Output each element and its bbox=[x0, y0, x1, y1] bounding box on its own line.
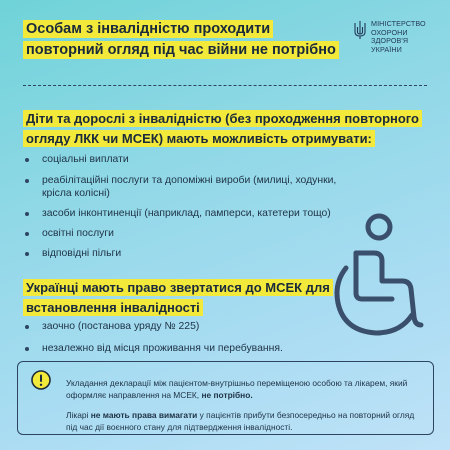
benefits-list bbox=[23, 153, 353, 267]
list-item: заочно (постанова уряду № 225) bbox=[23, 320, 353, 333]
list-item: відповідні пільги bbox=[23, 247, 353, 260]
rights-list bbox=[23, 320, 353, 364]
note-bold: не мають права вимагати bbox=[90, 410, 198, 421]
warning-icon bbox=[31, 370, 51, 390]
note-text: у пацієнтів прибути безпосередньо на повторний огляд під час дії воєнного стану для підтвердження інвалідності. bbox=[66, 410, 415, 432]
section1-heading-text: Діти та дорослі з інвалідністю (без проходження повторного огляду ЛКК чи МСЕК) мають можливість отримувати: bbox=[23, 110, 422, 147]
note-text: Укладання декларації між пацієнтом-внутрішньо переміщеною особою та лікарем, який оформляє направлення на МСЕК, bbox=[66, 378, 408, 400]
section2-heading bbox=[23, 278, 353, 318]
ministry-line: МІНІСТЕРСТВО bbox=[371, 19, 426, 28]
dashed-divider bbox=[23, 85, 427, 86]
note-bold: не потрібно. bbox=[201, 389, 253, 400]
section1-heading bbox=[23, 109, 423, 149]
list-item: освітні послуги bbox=[23, 227, 353, 240]
list-item: реабілітаційні послуги та допоміжні вироби (милиці, ходунки, крісла колісні) bbox=[23, 174, 353, 200]
trident-icon bbox=[354, 21, 366, 39]
ministry-logo bbox=[354, 20, 434, 70]
page-title bbox=[23, 19, 343, 61]
title-text: Особам з інвалідністю проходити повторний огляд під час війни не потрібно bbox=[23, 20, 339, 59]
ministry-line: ОХОРОНИ bbox=[371, 27, 408, 37]
list-item: незалежно від місця проживання чи перебування. bbox=[23, 342, 353, 355]
note-box bbox=[17, 361, 434, 435]
wheelchair-icon bbox=[330, 213, 426, 343]
section2-heading-text: Українці мають право звертатися до МСЕК для встановлення інвалідності bbox=[23, 279, 333, 316]
note-paragraph-1 bbox=[66, 378, 416, 400]
ministry-line: УКРАЇНИ bbox=[371, 44, 402, 54]
ministry-line: ЗДОРОВ'Я bbox=[371, 36, 409, 46]
ministry-name bbox=[371, 20, 435, 54]
list-item: соціальні виплати bbox=[23, 153, 353, 166]
note-text: Лікарі bbox=[66, 410, 89, 421]
note-paragraph-2 bbox=[66, 410, 416, 432]
list-item: засоби інконтиненції (наприклад, памперси, катетери тощо) bbox=[23, 207, 353, 220]
